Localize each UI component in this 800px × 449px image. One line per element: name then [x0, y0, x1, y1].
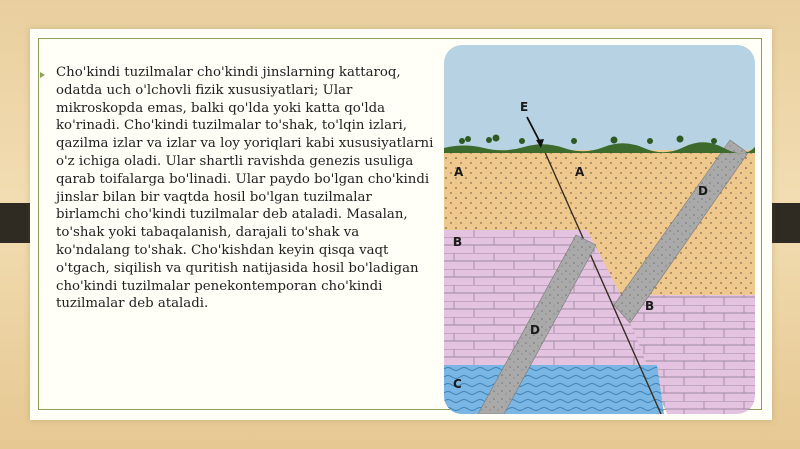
label-a-right: A: [575, 165, 585, 179]
left-edge-bar: [0, 203, 34, 243]
label-d-upper: D: [698, 184, 708, 198]
label-c: C: [453, 377, 462, 391]
label-a-left: A: [454, 165, 464, 179]
bullet-icon: [40, 72, 45, 78]
label-b-right: B: [645, 299, 655, 313]
geology-cross-section-figure: [444, 45, 755, 414]
body-paragraph: Cho'kindi tuzilmalar cho'kindi jinslarning kattaroq, odatda uch o'lchovli fizik xususiyatlari; Ular mikroskopda emas, balki qo'lda yoki katta qo'lda ko'rinadi. Cho'kindi tuzilmalar to'shak, to'lqin izlari, qazilma izlar va izlar va loy yoriqlari kabi xususiyatlarni o'z ichiga oladi. Ular shartli ravishda genezis usuliga qarab toifalarga bo'linadi. Ular paydo bo'lgan cho'kindi jinslar bilan bir vaqtda hosil bo'lgan tuzilmalar birlamchi cho'kindi tuzilmalar deb ataladi. Masalan, to'shak yoki tabaqalanish, darajali to'shak va ko'ndalang to'shak. Cho'kishdan keyin qisqa vaqt o'tgach, siqilish va quritish natijasida hosil bo'ladigan cho'kindi tuzilmalar penekontemporan cho'kindi tuzilmalar deb ataladi.: [56, 65, 434, 312]
label-e: E: [520, 100, 529, 114]
label-d-lower: D: [530, 323, 540, 337]
layer-c-bottom: [444, 397, 659, 414]
label-b-left: B: [453, 235, 463, 249]
sky-area: [444, 45, 755, 150]
